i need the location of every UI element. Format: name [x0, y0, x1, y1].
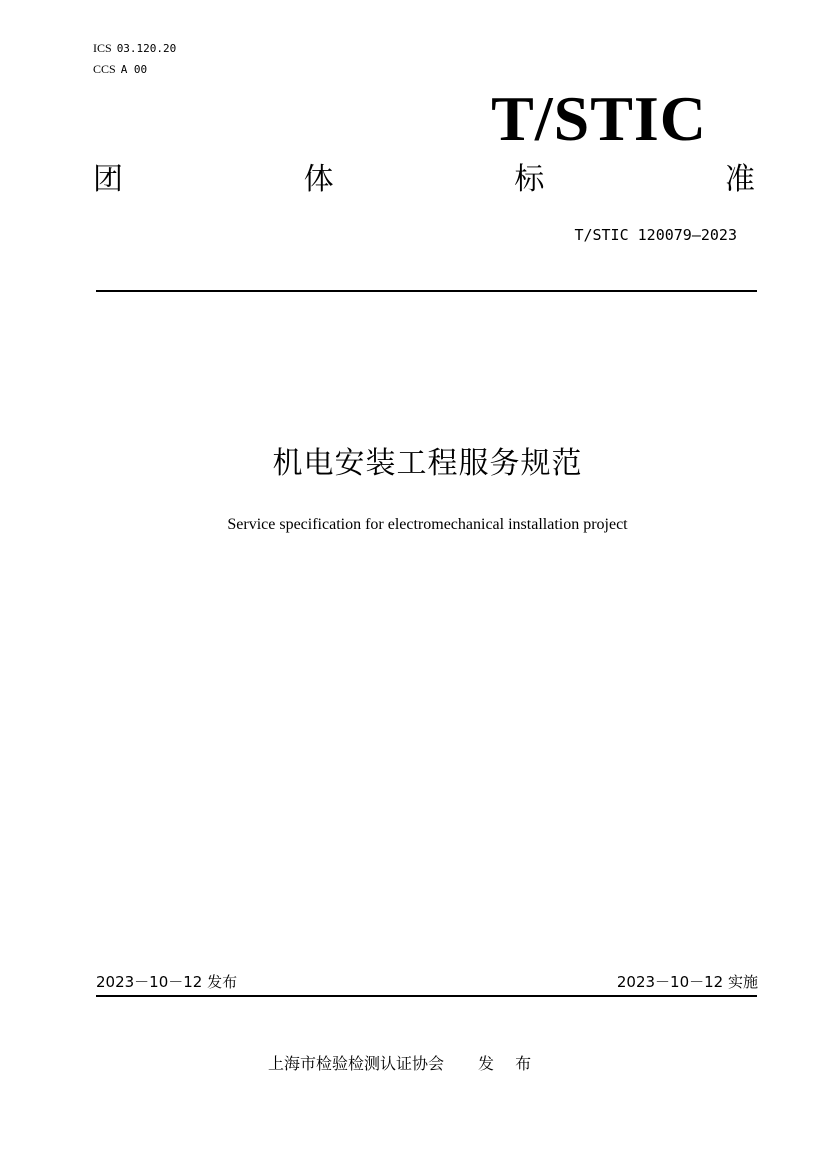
publish-date: 2023－10－12 发布	[96, 973, 238, 991]
standard-logo: T/STIC	[491, 83, 707, 154]
document-title-chinese: 机电安装工程服务规范	[272, 446, 583, 481]
implement-date: 2023－10－12 实施	[616, 973, 758, 991]
ics-label: ICS	[93, 41, 112, 55]
standard-type-char: 体	[303, 162, 334, 197]
standard-type-char: 团	[93, 162, 123, 197]
ics-classification	[93, 41, 176, 56]
document-title-english: Service specification for electromechanical installation project	[227, 516, 628, 533]
publisher-name: 上海市检验检测认证协会	[268, 1054, 445, 1073]
ccs-code: A 00	[120, 63, 148, 76]
standard-type-heading	[93, 160, 755, 200]
ccs-classification	[93, 62, 147, 77]
bottom-divider	[96, 995, 757, 997]
standard-type-char: 准	[724, 162, 755, 197]
ccs-label: CCS	[93, 62, 116, 76]
standard-number: T/STIC 120079—2023	[574, 226, 737, 244]
standard-type-char: 标	[514, 162, 545, 197]
publisher-action: 发 布	[478, 1054, 540, 1073]
ics-code: 03.120.20	[116, 42, 177, 55]
top-divider	[96, 290, 757, 292]
publisher-line	[268, 1053, 539, 1075]
